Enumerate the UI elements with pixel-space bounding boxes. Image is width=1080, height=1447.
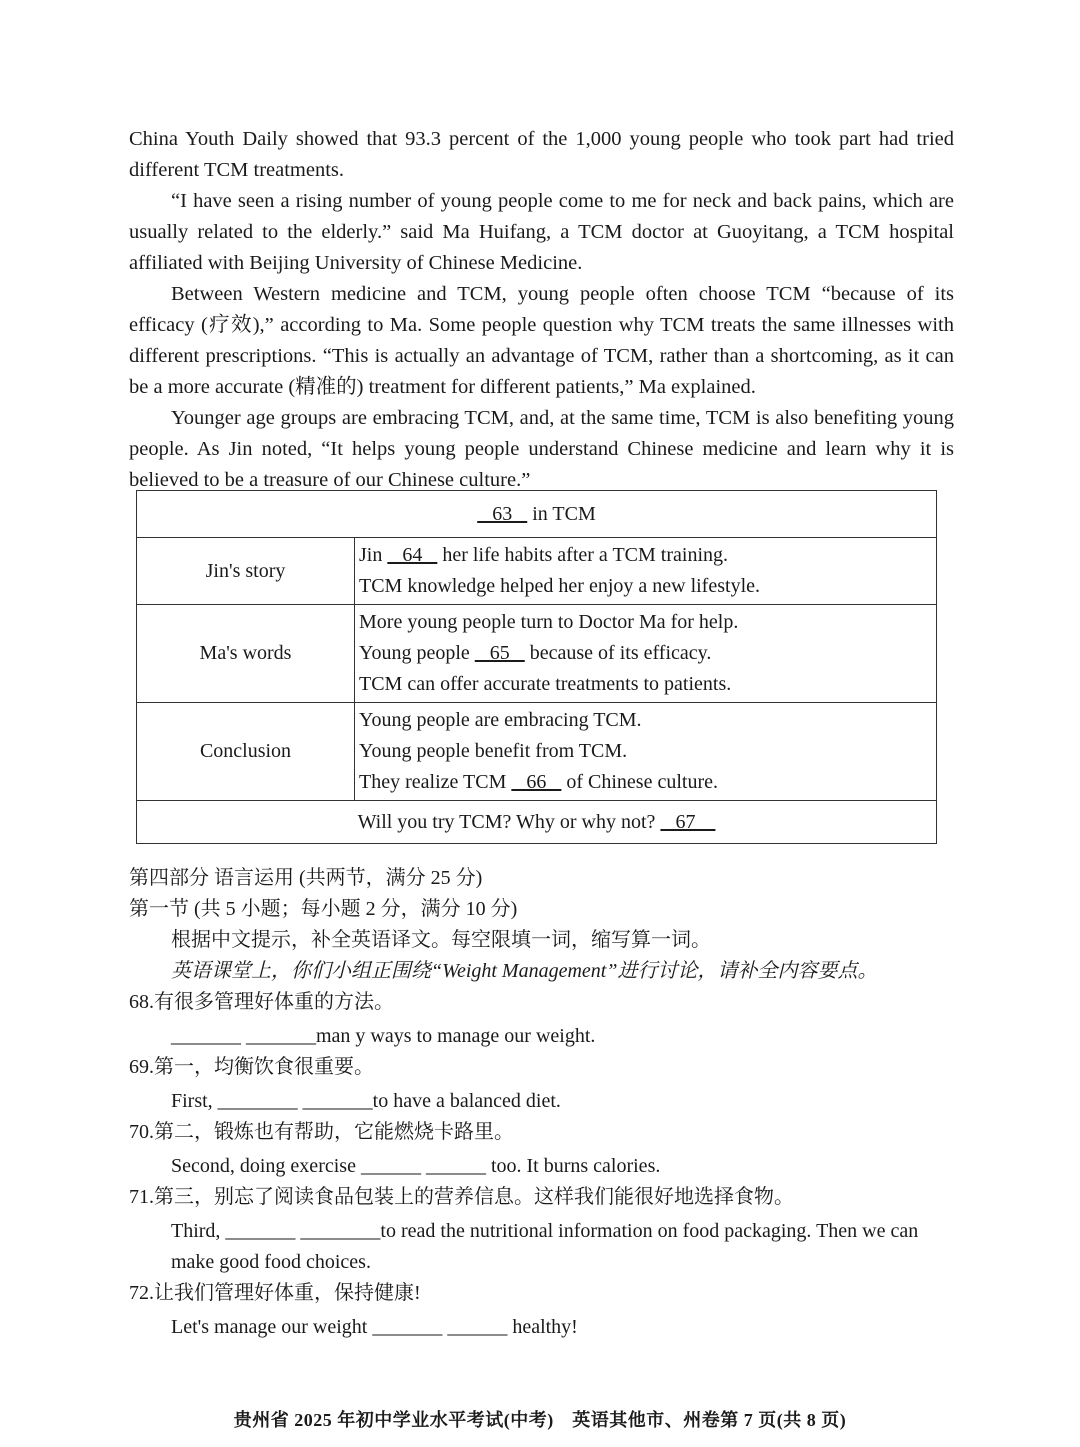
table-row [137, 703, 937, 801]
row-label-conclusion: Conclusion [137, 703, 355, 801]
instruction: 根据中文提示，补全英语译文。每空限填一词，缩写算一词。 [171, 929, 711, 951]
table-row [137, 538, 937, 605]
content-line [359, 638, 932, 669]
question-68-prompt: 68.有很多管理好体重的方法。 [129, 991, 394, 1013]
table-footer [137, 801, 937, 844]
page-footer: 贵州省 2025 年初中学业水平考试(中考) 英语其他市、州卷第 7 页(共 8 页) [233, 1410, 847, 1430]
text-span: Jin [359, 544, 388, 566]
blank-64[interactable]: 64 [387, 544, 438, 566]
table-title [137, 491, 937, 538]
text-span: because of its efficacy. [524, 642, 712, 664]
row-content-mas-words [355, 605, 937, 703]
footer-question: Will you try TCM? Why or why not? [357, 810, 661, 833]
question-72-answer[interactable]: Let's manage our weight _______ ______ healthy! [171, 1316, 578, 1338]
content-line: Young people are embracing TCM. [359, 709, 642, 731]
content-line [359, 767, 932, 798]
text-span: her life habits after a TCM training. [437, 544, 728, 566]
question-69-prompt: 69.第一，均衡饮食很重要。 [129, 1056, 374, 1078]
part-title: 第四部分 语言运用 (共两节，满分 25 分) [129, 867, 483, 889]
text-span: Young people [359, 642, 475, 664]
summary-table [136, 490, 937, 844]
passage-paragraph-3: Between Western medicine and TCM, young people often choose TCM “because of its efficacy (疗效),” according to Ma. Some people question why TCM treats the same illnesses with different prescriptions. “This is actually an advantage of TCM, rather than a shortcoming, as it can be a more accurate (精准的) treatment for different patients,” Ma explained. [129, 283, 954, 398]
table-header-row [137, 491, 937, 538]
text-span: They realize TCM [359, 771, 512, 793]
table-footer-row [137, 801, 937, 844]
question-72-prompt: 72.让我们管理好体重，保持健康! [129, 1282, 421, 1304]
row-label-jins-story: Jin's story [137, 538, 355, 605]
reading-passage [129, 124, 954, 496]
passage-paragraph-4: Younger age groups are embracing TCM, and, at the same time, TCM is also benefiting young people. As Jin noted, “It helps young people understand Chinese medicine and learn why it is believed to be a treasure of our Chinese culture.” [129, 407, 954, 491]
scenario: 英语课堂上，你们小组正围绕“Weight Management”进行讨论，请补全内容要点。 [171, 960, 878, 982]
content-line: Young people benefit from TCM. [359, 740, 628, 762]
part-four [129, 863, 959, 1343]
content-line: TCM can offer accurate treatments to patients. [359, 673, 732, 695]
blank-65[interactable]: 65 [474, 642, 525, 664]
row-content-jins-story [355, 538, 937, 605]
question-70-answer[interactable]: Second, doing exercise ______ ______ too. It burns calories. [171, 1155, 661, 1177]
blank-63[interactable]: 63 [477, 502, 528, 525]
row-content-conclusion [355, 703, 937, 801]
question-71-prompt: 71.第三，别忘了阅读食品包装上的营养信息。这样我们能很好地选择食物。 [129, 1186, 794, 1208]
section-title: 第一节 (共 5 小题；每小题 2 分，满分 10 分) [129, 898, 518, 920]
question-68-answer[interactable]: _______ _______man y ways to manage our weight. [171, 1025, 596, 1047]
blank-67[interactable]: 67 [660, 810, 716, 833]
question-69-answer[interactable]: First, ________ _______to have a balanced diet. [171, 1090, 561, 1112]
passage-paragraph-2: “I have seen a rising number of young people come to me for neck and back pains, which are usually related to the elderly.” said Ma Huifang, a TCM doctor at Guoyitang, a TCM hospital affiliated with Beijing University of Chinese Medicine. [129, 190, 954, 274]
content-line: TCM knowledge helped her enjoy a new lifestyle. [359, 575, 760, 597]
question-70-prompt: 70.第二，锻炼也有帮助，它能燃烧卡路里。 [129, 1121, 514, 1143]
content-line [359, 540, 932, 571]
table-title-text: in TCM [527, 502, 596, 525]
passage-paragraph-1: China Youth Daily showed that 93.3 percent of the 1,000 young people who took part had tried different TCM treatments. [129, 128, 954, 181]
row-label-mas-words: Ma's words [137, 605, 355, 703]
blank-66[interactable]: 66 [511, 771, 562, 793]
content-line: More young people turn to Doctor Ma for help. [359, 611, 739, 633]
question-71-answer[interactable]: Third, _______ ________to read the nutritional information on food packaging. Then we can make good food choices. [171, 1220, 919, 1273]
table-row [137, 605, 937, 703]
text-span: of Chinese culture. [561, 771, 718, 793]
